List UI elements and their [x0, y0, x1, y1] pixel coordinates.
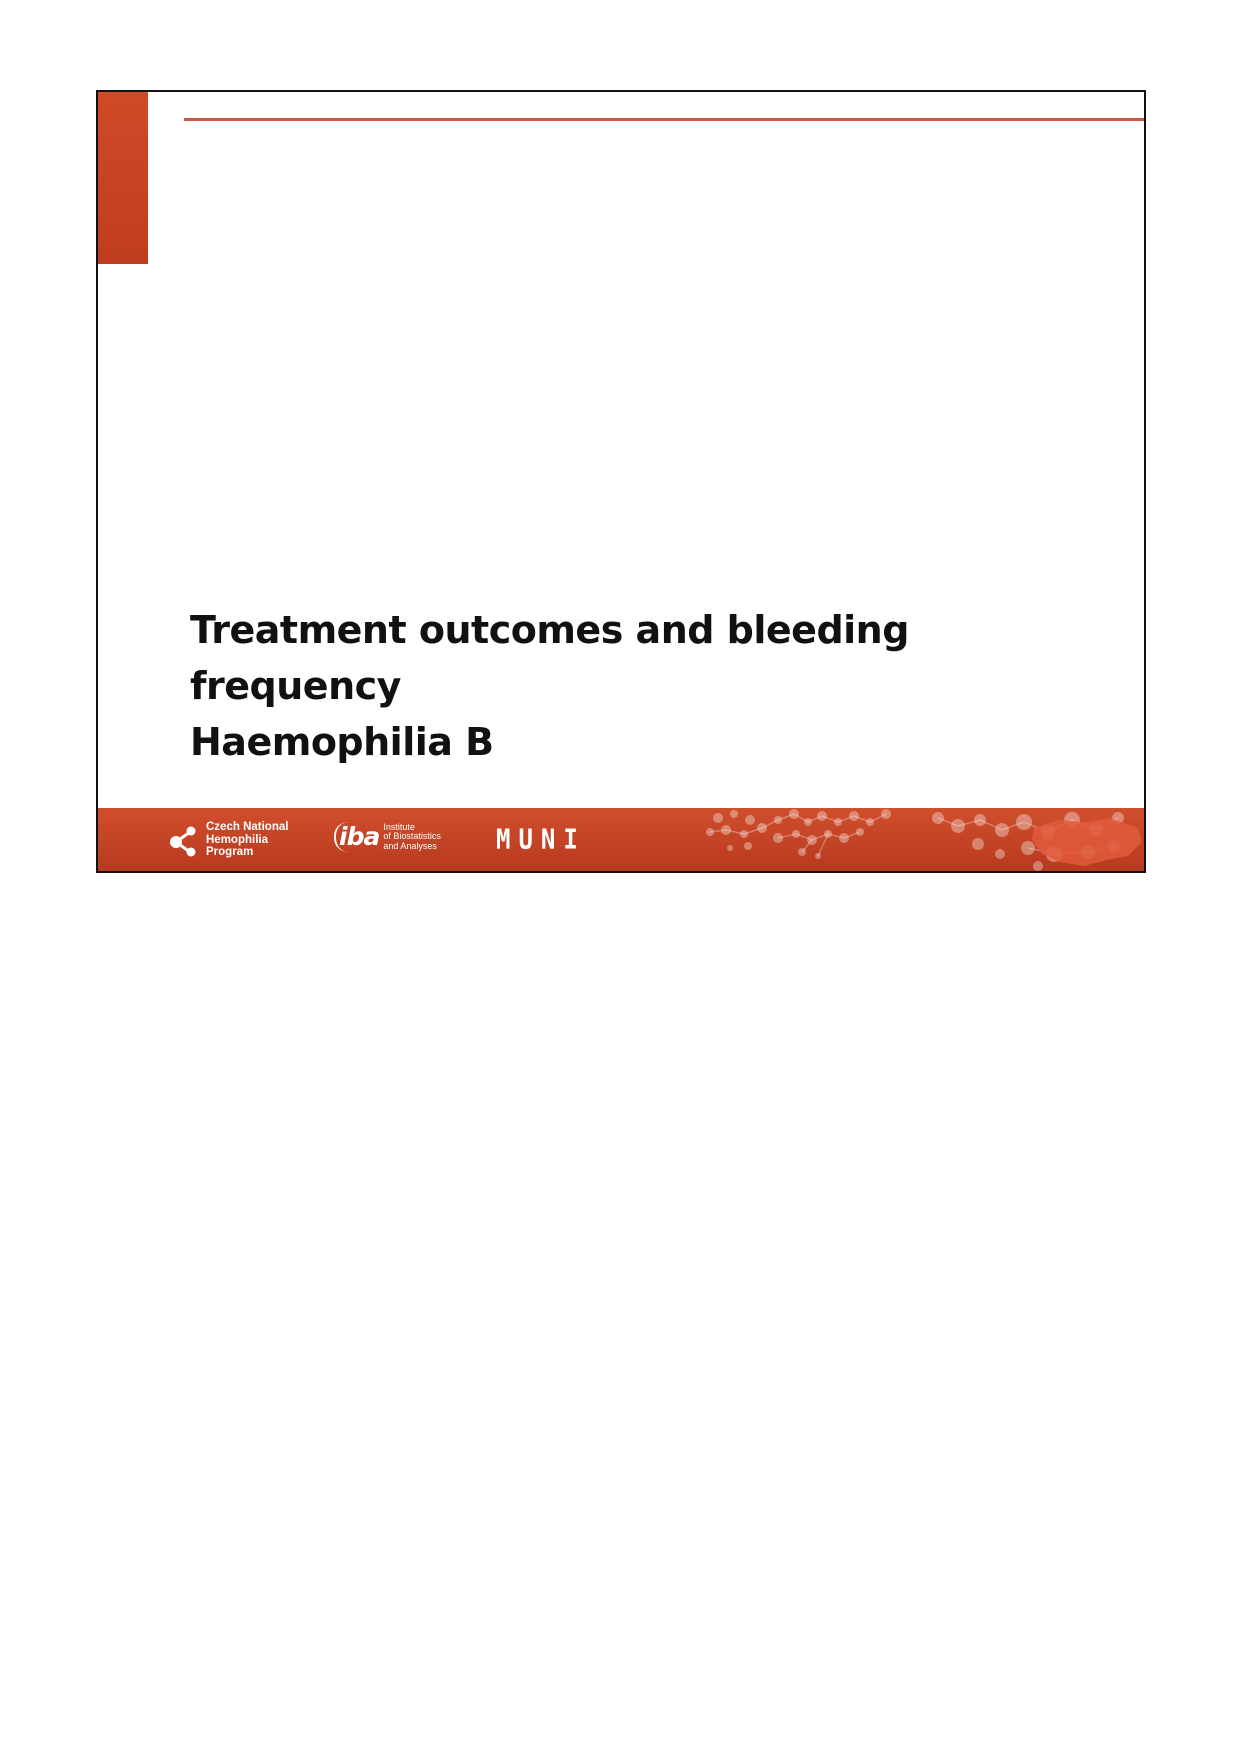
- slide-page: [96, 90, 1146, 873]
- iba-line-2: of Biostatistics: [383, 831, 441, 842]
- iba-logo: [334, 822, 441, 852]
- cnhp-line-1: Czech National: [206, 821, 289, 833]
- footer-bar: [98, 808, 1144, 871]
- cnhp-line-3: Program: [206, 846, 254, 858]
- accent-block: [98, 92, 148, 264]
- czech-national-hemophilia-program-logo: [166, 821, 288, 859]
- slide-title: [190, 602, 1120, 770]
- title-line-2: Haemophilia B: [190, 720, 494, 764]
- iba-mark: iba: [334, 822, 379, 852]
- iba-line-1: Institute: [383, 821, 415, 832]
- top-rule: [184, 118, 1144, 121]
- muni-logo: MUNI: [496, 823, 586, 856]
- title-line-1: Treatment outcomes and bleeding frequency: [190, 608, 909, 708]
- cnhp-line-2: Hemophilia: [206, 833, 268, 846]
- network-molecule-icon: [166, 822, 202, 858]
- iba-line-3: and Analyses: [383, 840, 437, 851]
